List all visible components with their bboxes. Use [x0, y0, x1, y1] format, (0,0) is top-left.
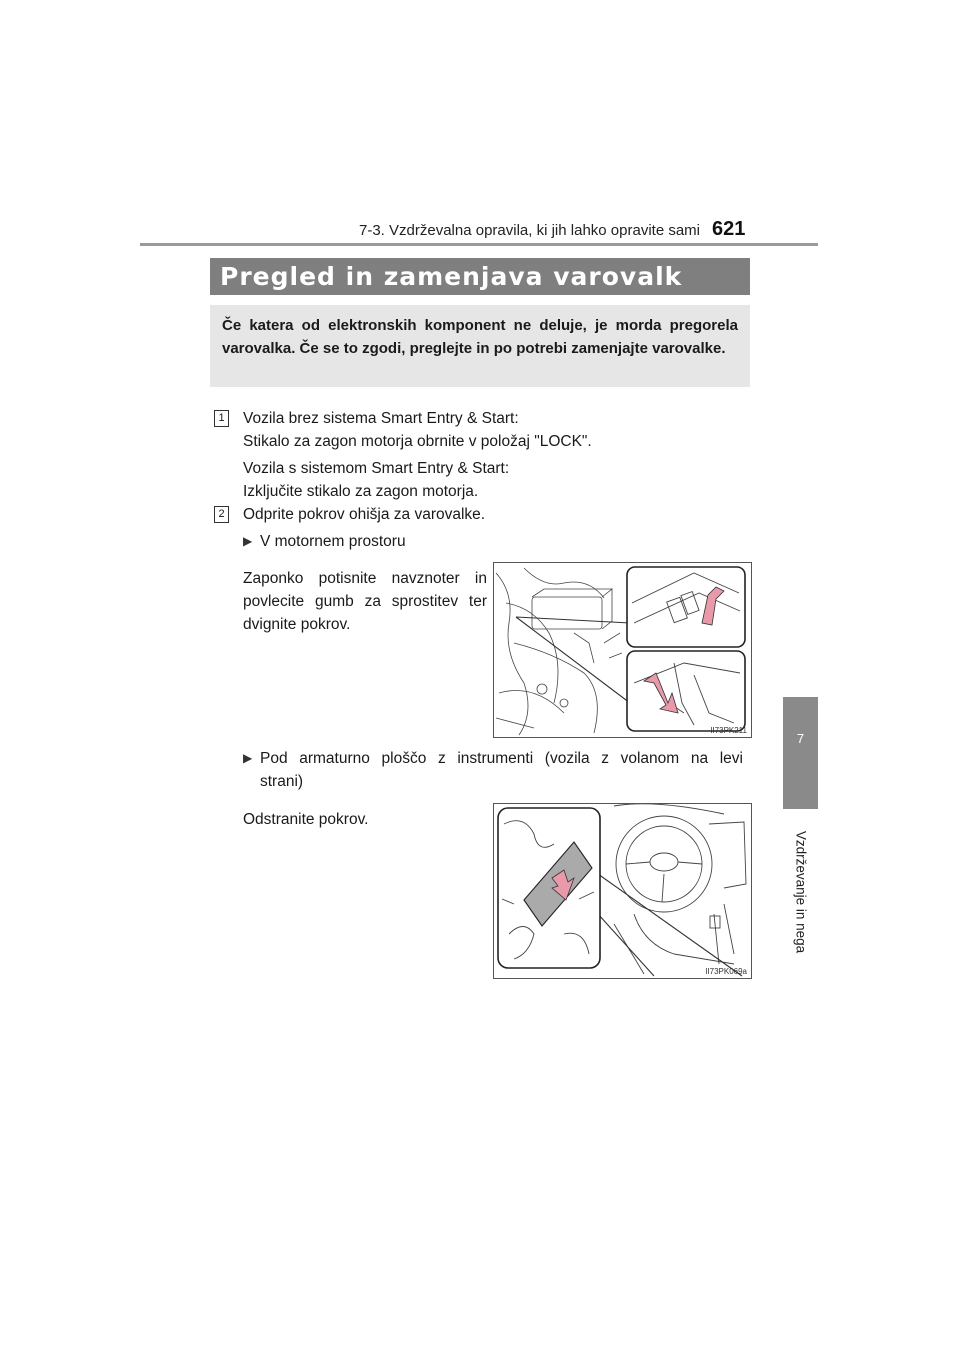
section-title-bar — [210, 258, 750, 295]
step-1-line-2: Stikalo za zagon motorja obrnite v položaj "LOCK". — [243, 433, 592, 450]
page-number: 621 — [712, 218, 746, 240]
bullet-1-instruction-line-1: Zaponko potisnite navznoter in — [243, 570, 487, 587]
chapter-title-vertical — [783, 812, 818, 972]
bullet-1-instruction-line-3: dvignite pokrov. — [243, 616, 351, 633]
chapter-number: 7 — [796, 731, 805, 746]
step-1-line-1: Vozila brez sistema Smart Entry & Start: — [243, 410, 519, 427]
bullet-2-heading-line-1: Pod armaturno ploščo z instrumenti (vozila z volanom na levi — [260, 750, 743, 767]
engine-fuse-box-figure — [493, 562, 752, 738]
dashboard-fuse-cover-illustration — [494, 804, 751, 978]
intro-text: Če katera od elektronskih komponent ne deluje, je morda pregorela varovalka. Če se to zgodi, preglejte in po potrebi zamenjajte varovalke. — [222, 317, 738, 357]
running-header: 7-3. Vzdrževalna opravila, ki jih lahko opravite sami — [359, 222, 700, 239]
step-badge-1: 1 — [214, 410, 229, 427]
section-title: Pregled in zamenjava varovalk — [220, 262, 683, 291]
triangle-bullet-icon: ▶ — [243, 751, 253, 765]
chapter-tab[interactable] — [783, 697, 818, 809]
intro-box — [210, 305, 750, 387]
triangle-bullet-icon: ▶ — [243, 534, 253, 548]
bullet-2-heading-line-2: strani) — [260, 773, 304, 790]
bullet-2-instruction-line-1: Odstranite pokrov. — [243, 811, 369, 828]
bullet-1-heading: V motornem prostoru — [260, 533, 406, 550]
chapter-title-text: Vzdrževanje in nega — [793, 830, 808, 954]
bullet-1-instruction-line-2: povlecite gumb za sprostitev ter — [243, 593, 487, 610]
engine-fuse-box-illustration — [494, 563, 751, 737]
step-1-line-4: Izključite stikalo za zagon motorja. — [243, 483, 479, 500]
step-1-line-3: Vozila s sistemom Smart Entry & Start: — [243, 460, 510, 477]
step-badge-2: 2 — [214, 506, 229, 523]
figure-code: II73PK069a — [705, 967, 747, 976]
dashboard-fuse-cover-figure — [493, 803, 752, 979]
step-2-line-1: Odprite pokrov ohišja za varovalke. — [243, 506, 486, 523]
figure-code: II73PK211 — [710, 726, 747, 735]
header-divider — [140, 243, 818, 246]
